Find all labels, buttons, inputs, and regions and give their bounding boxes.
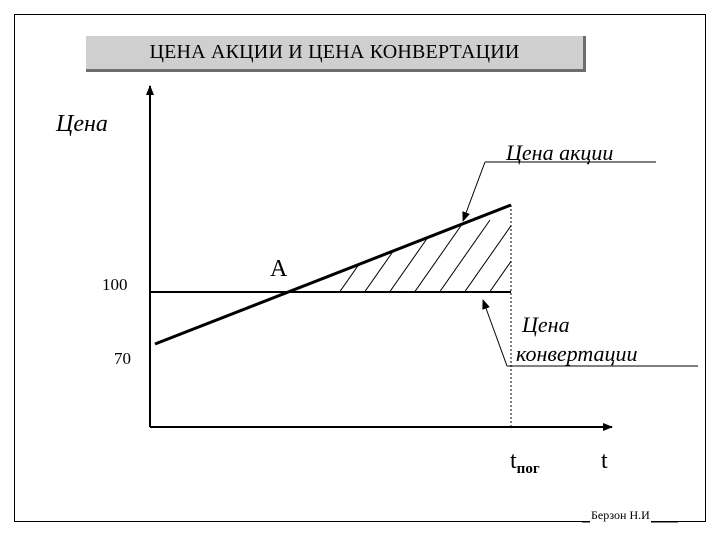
- conversion-label-line2: конвертации: [516, 341, 638, 366]
- stock-price-leader-line: [463, 162, 485, 221]
- x-axis-label: t: [601, 448, 608, 474]
- conversion-label-line1: Цена: [522, 312, 570, 337]
- y-axis-label: Цена: [56, 111, 108, 137]
- author-label: Берзон Н.И: [591, 508, 650, 522]
- stock-price-line: [155, 205, 511, 344]
- maturity-label: [510, 448, 540, 477]
- page-title: ЦЕНА АКЦИИ И ЦЕНА КОНВЕРТАЦИИ: [149, 41, 520, 63]
- conversion-leader-line: [483, 300, 507, 366]
- maturity-label-sub: пог: [516, 461, 540, 477]
- tick-label-100: 100: [102, 275, 128, 294]
- stock-price-label: Цена акции: [506, 140, 614, 165]
- point-a-label: A: [270, 256, 288, 282]
- hatched-area: [320, 220, 565, 320]
- tick-label-70: 70: [114, 349, 131, 368]
- maturity-label-main: t: [510, 448, 517, 474]
